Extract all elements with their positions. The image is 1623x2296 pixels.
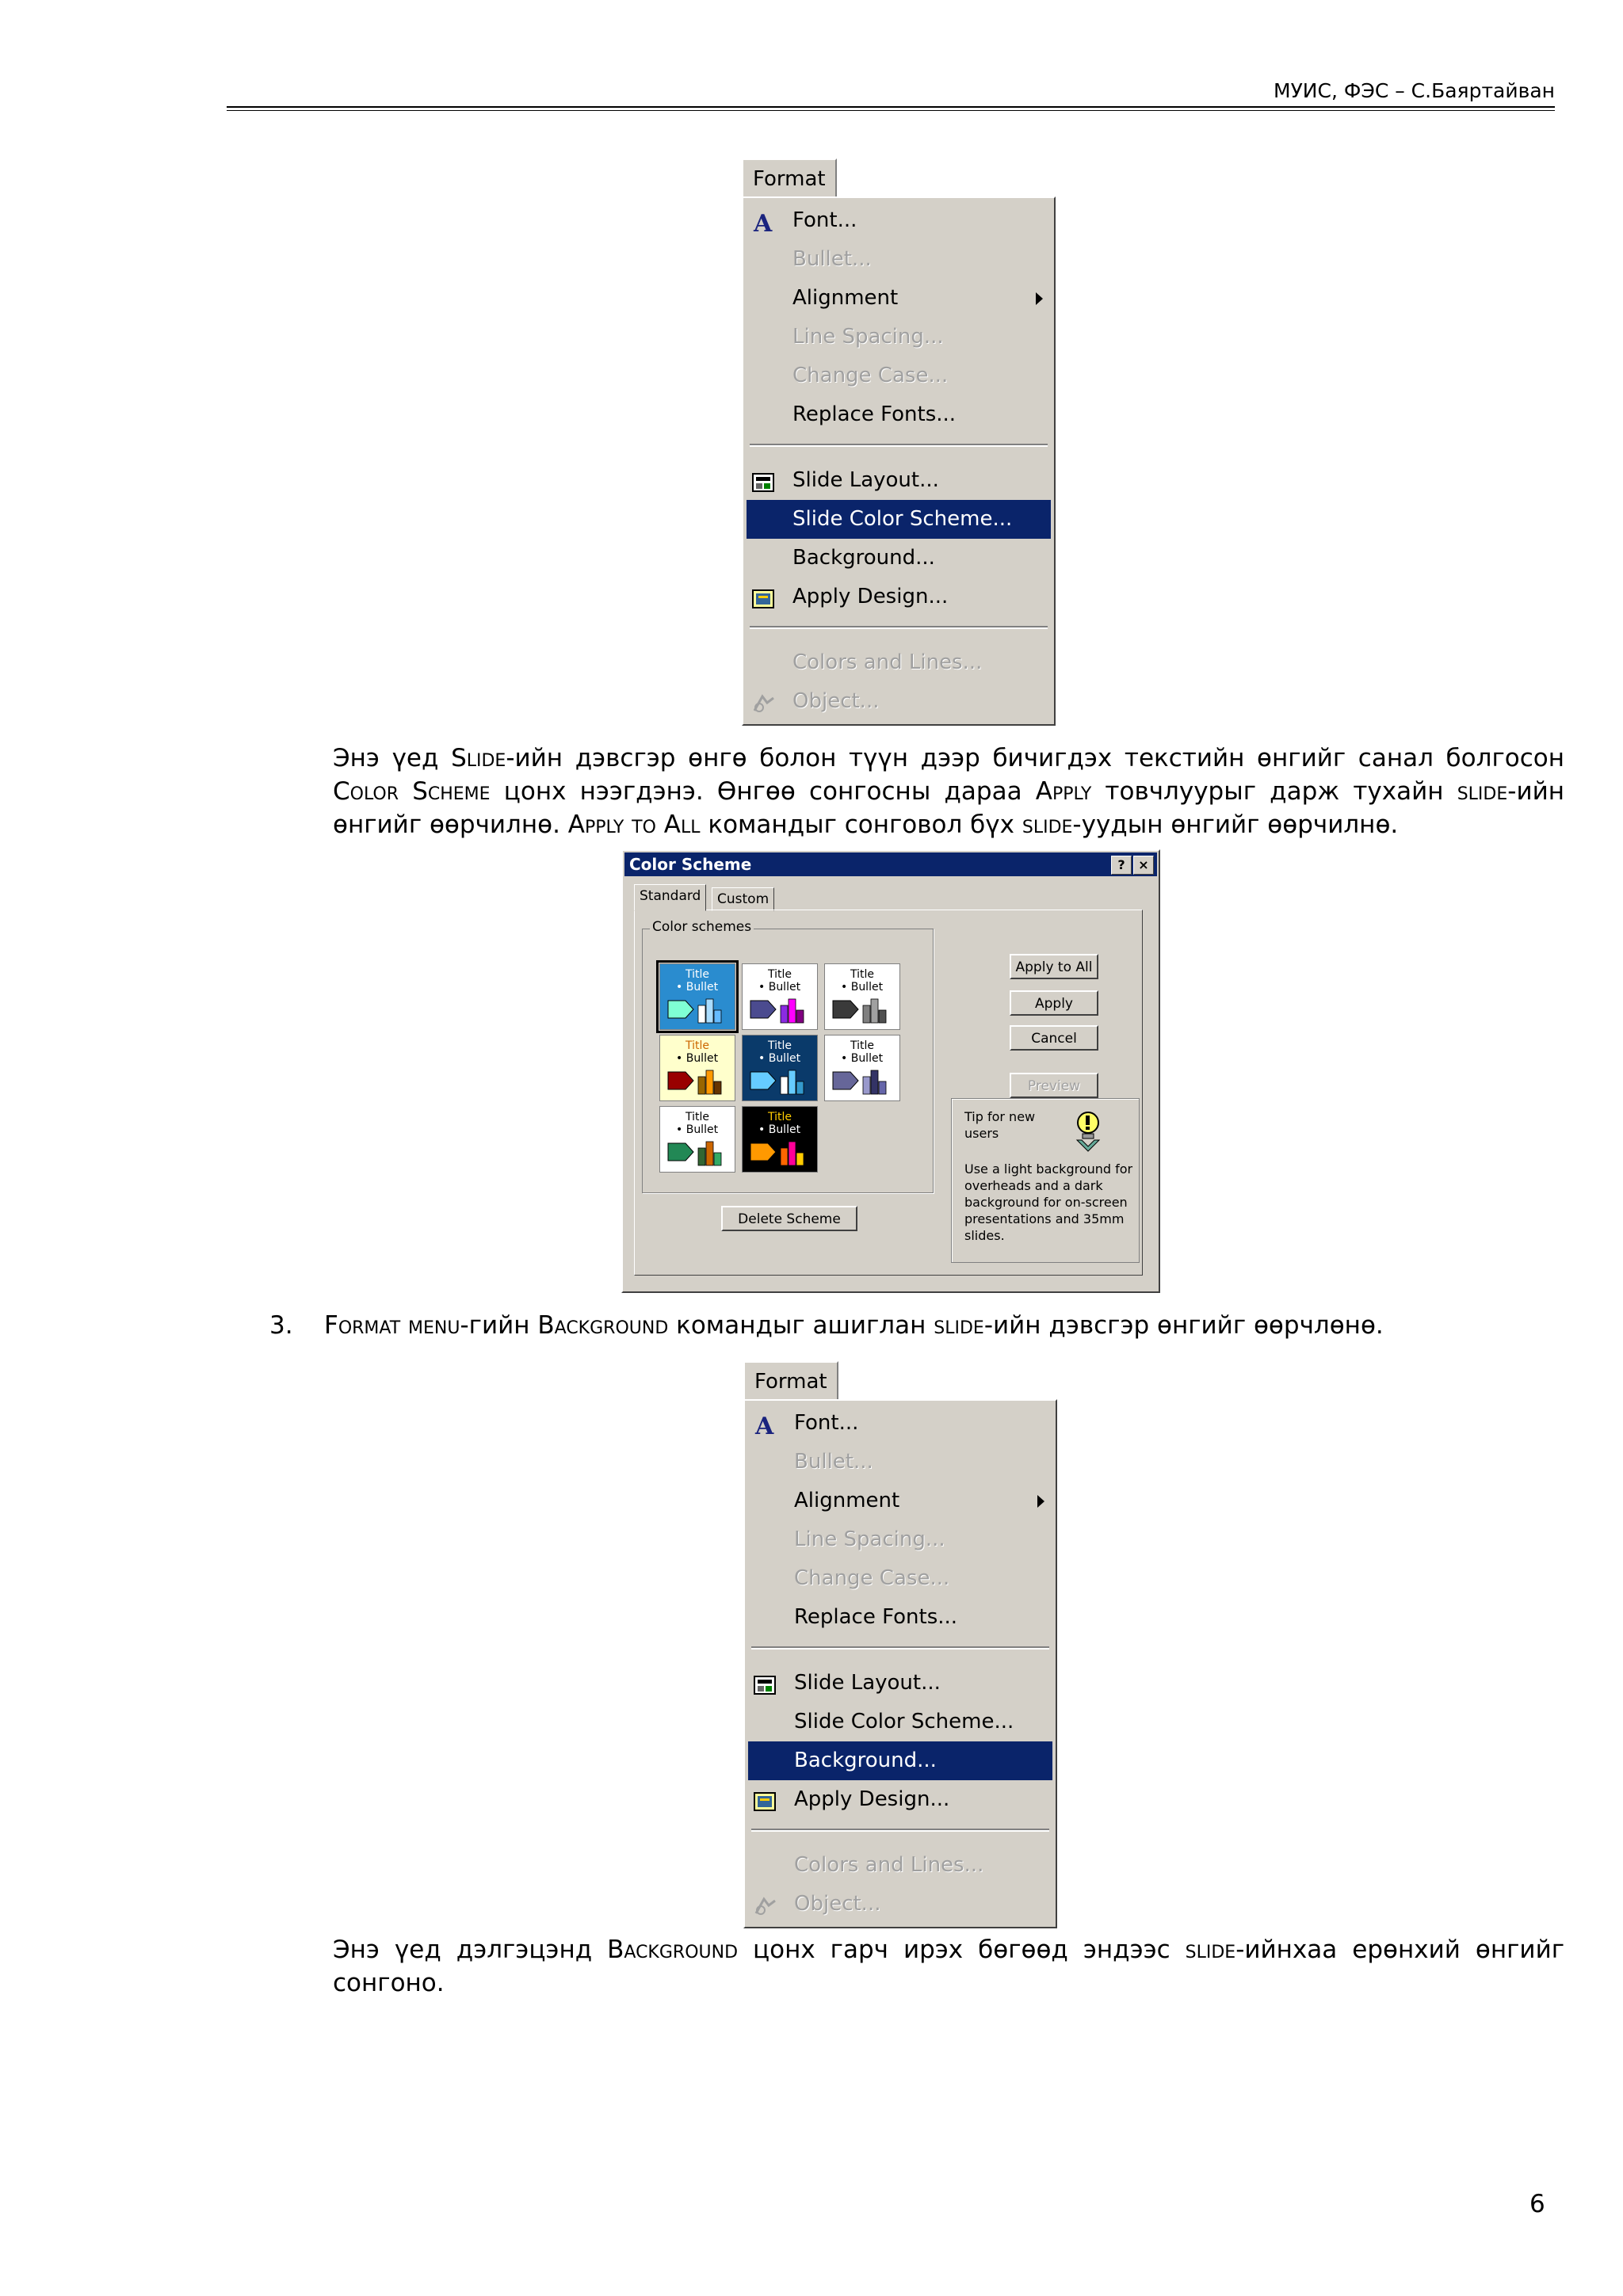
menu-item-label: Replace Fonts... [792, 402, 957, 426]
tip-title: Tip for new users [964, 1109, 1036, 1141]
paragraph-color-scheme [333, 742, 1564, 841]
color-scheme-dialog [621, 849, 1160, 1293]
thumb-bar [698, 1005, 705, 1023]
format-menu-panel [743, 1399, 1057, 1928]
slide-layout-icon [753, 1672, 778, 1695]
thumb-bullet: • Bullet [676, 981, 719, 994]
menu-item-label: Slide Color Scheme... [792, 507, 1013, 531]
color-scheme-thumbnail[interactable] [742, 963, 818, 1030]
menu-item-object[interactable] [747, 682, 1051, 721]
thumb-bar [871, 1070, 878, 1094]
thumb-title: Title [685, 1039, 709, 1052]
menu-item-label: Line Spacing... [794, 1527, 945, 1551]
menu-item-slide-layout[interactable] [747, 461, 1051, 500]
thumb-bar [714, 1153, 721, 1165]
format-menu-title[interactable]: Format [742, 158, 837, 196]
thumb-bar [781, 1005, 788, 1023]
menu-item-label: Font... [792, 208, 857, 232]
thumb-bar [789, 1070, 796, 1094]
menu-item-label: Background... [794, 1749, 937, 1772]
thumb-title: Title [767, 1111, 792, 1123]
delete-scheme-button[interactable]: Delete Scheme [721, 1206, 857, 1231]
menu-item-label: Bullet... [792, 247, 872, 271]
format-menu-2 [743, 1361, 1057, 1925]
thumb-graphic [749, 996, 812, 1026]
preview-button[interactable]: Preview [1010, 1073, 1098, 1098]
text-run: -ийнхаа ерөнхий өнгийг сонгоно. [333, 1936, 1565, 1997]
color-schemes-label: Color schemes [650, 919, 754, 935]
term-apply: Apply [1035, 777, 1092, 806]
thumb-title: Title [850, 968, 874, 981]
dialog-title: Color Scheme [629, 855, 752, 874]
thumb-bar [879, 1010, 886, 1023]
object-icon [753, 1893, 778, 1917]
svg-text:A: A [755, 1413, 774, 1437]
thumb-bar [796, 1010, 804, 1023]
apply-button[interactable]: Apply [1010, 990, 1098, 1016]
submenu-arrow-icon [1037, 1495, 1044, 1508]
text-run: цонх гарч ирэх бөгөөд эндээс [738, 1936, 1186, 1964]
thumb-arrow-shape [833, 1072, 858, 1089]
tab-standard[interactable]: Standard [634, 884, 706, 911]
tip-box [951, 1098, 1140, 1263]
menu-item-background[interactable] [748, 1741, 1052, 1780]
text-run: -уудын өнгийг өөрчилнө. [1072, 810, 1399, 839]
text-run: -ийн дэвсгэр өнгийг өөрчлөнө. [983, 1311, 1384, 1340]
thumb-bar [781, 1077, 788, 1094]
term-slide: Slide [451, 744, 506, 772]
format-menu-1 [742, 158, 1056, 723]
menu-item-change-case[interactable] [747, 357, 1051, 395]
close-button[interactable]: × [1133, 856, 1154, 875]
header-rule [227, 106, 1555, 108]
thumb-bar [698, 1077, 705, 1094]
menu-item-label: Replace Fonts... [794, 1605, 958, 1629]
slide-layout-icon [751, 469, 777, 493]
menu-separator [750, 444, 1048, 447]
thumb-bar [781, 1148, 788, 1165]
menu-item-change-case[interactable] [748, 1559, 1052, 1598]
menu-item-bullet[interactable] [748, 1443, 1052, 1482]
menu-item-label: Slide Layout... [792, 468, 939, 492]
menu-item-apply-design[interactable] [748, 1780, 1052, 1819]
thumb-arrow-shape [750, 1072, 776, 1089]
apply-design-icon [751, 585, 777, 609]
thumb-arrow-shape [668, 1143, 693, 1161]
color-scheme-thumbnail[interactable] [659, 963, 735, 1030]
text-run: -ийн өнгийг өөрчилнө. [333, 777, 1565, 839]
menu-item-replace-fonts[interactable] [748, 1598, 1052, 1637]
text-run: -ийн дэвсгэр өнгө болон түүн дээр бичигдэх текстийн өнгийг санал болгосон [506, 744, 1564, 772]
thumb-graphic [749, 1067, 812, 1097]
term-slide: slide [934, 1311, 984, 1340]
font-a-icon [751, 209, 777, 233]
menu-separator [751, 1646, 1049, 1650]
thumb-bullet: • Bullet [758, 1052, 801, 1065]
thumb-graphic [666, 996, 730, 1026]
thumb-bullet: • Bullet [758, 981, 801, 994]
menu-item-font[interactable] [748, 1404, 1052, 1443]
font-a-icon [753, 1412, 778, 1436]
menu-item-label: Change Case... [794, 1566, 950, 1590]
thumb-bullet: • Bullet [676, 1123, 719, 1136]
term-slide: slide [1022, 810, 1073, 839]
menu-item-slide-layout[interactable] [748, 1664, 1052, 1703]
thumb-arrow-shape [668, 1001, 693, 1018]
thumb-bar [789, 1142, 796, 1165]
paragraph-background [333, 1933, 1564, 2000]
menu-item-bullet[interactable] [747, 240, 1051, 279]
help-button[interactable]: ? [1111, 856, 1132, 875]
menu-separator [750, 626, 1048, 629]
menu-item-label: Slide Color Scheme... [794, 1710, 1014, 1733]
thumb-arrow-shape [750, 1143, 776, 1161]
step-number: 3. [269, 1311, 293, 1340]
thumb-bar [706, 999, 713, 1023]
menu-item-colors-and-lines[interactable] [747, 643, 1051, 682]
menu-item-font[interactable] [747, 201, 1051, 240]
thumb-bar [714, 1010, 721, 1023]
apply-to-all-button[interactable]: Apply to All [1010, 954, 1098, 979]
term-format-menu: Format menu [324, 1311, 460, 1340]
tab-custom[interactable]: Custom [712, 887, 774, 911]
step-3-line [269, 1309, 1384, 1342]
text-run: командыг ашиглан [668, 1311, 934, 1340]
thumb-graphic [831, 996, 895, 1026]
thumb-graphic [749, 1138, 812, 1169]
thumb-bullet: • Bullet [841, 1052, 884, 1065]
thumb-bar [879, 1081, 886, 1094]
text-run: цонх нээгдэнэ. Өнгөө сонгосны дараа [490, 777, 1036, 806]
thumb-bullet: • Bullet [676, 1052, 719, 1065]
menu-item-slide-color-scheme[interactable] [748, 1703, 1052, 1741]
thumb-bar [863, 1005, 870, 1023]
menu-separator [751, 1829, 1049, 1832]
thumb-arrow-shape [750, 1001, 776, 1018]
thumb-bar [796, 1153, 804, 1165]
thumb-bar [706, 1142, 713, 1165]
format-menu-panel [742, 196, 1056, 726]
menu-item-slide-color-scheme[interactable] [747, 500, 1051, 539]
thumb-title: Title [767, 968, 792, 981]
text-run: Энэ үед дэлгэцэнд [333, 1936, 608, 1964]
text-run: товчлуурыг дарж тухайн [1091, 777, 1457, 806]
menu-item-label: Bullet... [794, 1450, 873, 1474]
term-apply-to-all: Apply to All [567, 810, 701, 839]
menu-item-label: Object... [794, 1892, 881, 1916]
term-slide: slide [1457, 777, 1508, 806]
svg-text:A: A [754, 211, 773, 235]
menu-item-colors-and-lines[interactable] [748, 1846, 1052, 1885]
menu-item-label: Apply Design... [794, 1787, 950, 1811]
menu-item-alignment[interactable] [747, 279, 1051, 318]
apply-design-icon [753, 1788, 778, 1812]
text-run: Энэ үед [333, 744, 452, 772]
thumb-bar [863, 1077, 870, 1094]
page-number: 6 [1529, 2190, 1545, 2218]
menu-item-label: Object... [792, 689, 880, 713]
color-scheme-thumbnail[interactable] [824, 1035, 900, 1101]
menu-item-label: Colors and Lines... [794, 1853, 984, 1877]
thumb-bar [796, 1081, 804, 1094]
thumb-arrow-shape [668, 1072, 693, 1089]
menu-item-line-spacing[interactable] [748, 1520, 1052, 1559]
menu-item-label: Background... [792, 546, 935, 570]
tip-body: Use a light background for overheads and a dark background for on-screen presentations and 35mm slides. [964, 1161, 1133, 1243]
menu-item-background[interactable] [747, 539, 1051, 578]
thumb-graphic [666, 1138, 730, 1169]
thumb-graphic [831, 1067, 895, 1097]
menu-item-label: Colors and Lines... [792, 650, 983, 674]
color-scheme-thumbnail[interactable] [742, 1106, 818, 1173]
thumb-title: Title [767, 1039, 792, 1052]
thumb-graphic [666, 1067, 730, 1097]
menu-item-label: Line Spacing... [792, 325, 944, 349]
menu-item-label: Slide Layout... [794, 1671, 941, 1695]
thumb-bar [871, 999, 878, 1023]
menu-item-label: Alignment [794, 1489, 900, 1512]
lightbulb-icon [1071, 1108, 1106, 1153]
submenu-arrow-icon [1036, 292, 1043, 305]
color-scheme-thumbnail[interactable] [659, 1106, 735, 1173]
thumb-title: Title [850, 1039, 874, 1052]
text-run: командыг сонговол бүх [700, 810, 1022, 839]
term-background: Background [537, 1311, 669, 1340]
color-scheme-thumbnail[interactable] [659, 1035, 735, 1101]
color-scheme-thumbnail[interactable] [824, 963, 900, 1030]
color-scheme-thumbnail[interactable] [742, 1035, 818, 1101]
thumb-arrow-shape [833, 1001, 858, 1018]
text-run: -гийн [460, 1311, 538, 1340]
menu-item-apply-design[interactable] [747, 578, 1051, 616]
menu-item-line-spacing[interactable] [747, 318, 1051, 357]
term-background: Background [607, 1936, 739, 1964]
thumb-bullet: • Bullet [758, 1123, 801, 1136]
thumb-bar [706, 1070, 713, 1094]
cancel-button[interactable]: Cancel [1010, 1025, 1098, 1051]
object-icon [751, 690, 777, 714]
thumb-bar [789, 999, 796, 1023]
thumb-bar [714, 1081, 721, 1094]
menu-item-object[interactable] [748, 1885, 1052, 1924]
thumb-title: Title [685, 968, 709, 981]
menu-item-replace-fonts[interactable] [747, 395, 1051, 434]
header-rule-double [227, 110, 1555, 111]
term-color-scheme: Color Scheme [333, 777, 491, 806]
format-menu-title[interactable]: Format [743, 1361, 838, 1399]
term-slide: slide [1185, 1936, 1236, 1964]
thumb-bullet: • Bullet [841, 981, 884, 994]
dialog-title-bar [624, 852, 1157, 876]
menu-item-label: Alignment [792, 286, 899, 310]
thumb-bar [698, 1148, 705, 1165]
thumb-title: Title [685, 1111, 709, 1123]
menu-item-alignment[interactable] [748, 1482, 1052, 1520]
menu-item-label: Change Case... [792, 364, 949, 387]
menu-item-label: Font... [794, 1411, 859, 1435]
header-text: МУИС, ФЭС – С.Баяртайван [1274, 79, 1555, 102]
menu-item-label: Apply Design... [792, 585, 949, 608]
